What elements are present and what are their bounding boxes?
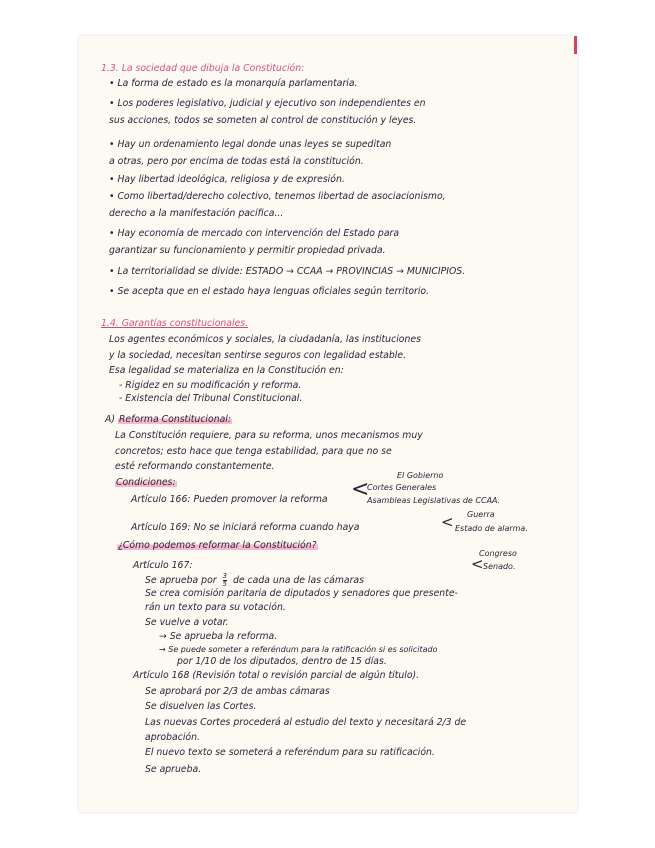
section-1-4-heading: 1.4. Garantías constitucionales.	[101, 318, 249, 329]
a167-line-7: por 1/10 de los diputados, dentro de 15 días.	[177, 656, 387, 667]
condiciones-text: Condiciones:	[116, 477, 176, 488]
articulo-167: Artículo 167:	[133, 560, 193, 571]
a168-line-2: Se disuelven las Cortes.	[145, 701, 257, 712]
articulo-166: Artículo 166: Pueden promover la reforma	[131, 494, 328, 505]
fraction-denominator: 5	[222, 580, 228, 588]
a169-option-1: Guerra	[467, 510, 495, 519]
condiciones-label	[115, 477, 177, 489]
reforma-prefix: A)	[105, 414, 115, 425]
s14-line-4: - Rigidez en su modificación y reforma.	[119, 380, 302, 391]
s13-line-4: • Hay un ordenamiento legal donde unas leyes se supeditan	[109, 139, 392, 150]
a167-line-1-post: de cada una de las cámaras	[232, 575, 364, 586]
s13-line-10: garantizar su funcionamiento y permitir propiedad privada.	[109, 245, 386, 256]
reforma-question: ¿Cómo podemos reformar la Constitución?	[118, 540, 317, 551]
fraction-numerator: 3	[222, 572, 228, 580]
a166-option-1: El Gobierno	[397, 471, 444, 480]
a167-line-2: Se crea comisión paritaria de diputados y senadores que presente-	[145, 588, 458, 599]
a167-line-5: → Se aprueba la reforma.	[159, 631, 278, 642]
a168-line-3: Las nuevas Cortes procederá al estudio del texto y necesitará 2/3 de	[145, 717, 467, 728]
s13-line-6: • Hay libertad ideológica, religiosa y de expresión.	[109, 174, 345, 185]
s13-line-1: • La forma de estado es la monarquía parlamentaria.	[109, 78, 358, 89]
s13-line-9: • Hay economía de mercado con intervención del Estado para	[109, 228, 400, 239]
a168-line-6: Se aprueba.	[145, 764, 202, 775]
a167-line-6: → Se puede someter a referéndum para la ratificación si es solicitado	[159, 645, 438, 654]
s13-line-8: derecho a la manifestación pacífica...	[109, 208, 284, 219]
a166-option-3: Asambleas Legislativas de CCAA.	[367, 496, 501, 505]
a167-line-1-pre: Se aprueba por	[145, 575, 217, 586]
question-row	[117, 540, 318, 552]
a168-line-5: El nuevo texto se someterá a referéndum para su ratificación.	[145, 747, 435, 758]
s13-line-2: • Los poderes legislativo, judicial y ejecutivo son independientes en	[109, 98, 426, 109]
s14-line-2: y la sociedad, necesitan sentirse seguros con legalidad estable.	[109, 350, 407, 361]
reforma-heading: Reforma Constitucional:	[118, 414, 232, 425]
a167-option-2: Senado.	[483, 562, 516, 571]
brace-166: <	[351, 477, 370, 502]
a168-line-4: aprobación.	[145, 732, 200, 743]
reforma-line-1: La Constitución requiere, para su reforma, unos mecanismos muy	[115, 430, 423, 441]
a167-line-3: rán un texto para su votación.	[145, 602, 286, 613]
s14-line-3: Esa legalidad se materializa en la Constitución en:	[109, 365, 344, 376]
articulo-169: Artículo 169: No se iniciará reforma cuando haya	[131, 522, 360, 533]
s13-line-5: a otras, pero por encima de todas está la constitución.	[109, 156, 364, 167]
fraction-3-5	[223, 573, 227, 588]
reforma-line-3: esté reformando constantemente.	[115, 461, 275, 472]
a169-option-2: Estado de alarma.	[455, 524, 528, 533]
s14-line-5: - Existencia del Tribunal Constitucional.	[119, 393, 303, 404]
reforma-heading-row	[105, 414, 232, 426]
articulo-168: Artículo 168 (Revisión total o revisión parcial de algún título).	[133, 670, 420, 681]
handwritten-notes	[79, 36, 577, 812]
s13-line-12: • Se acepta que en el estado haya lenguas oficiales según territorio.	[109, 286, 430, 297]
s13-line-11: • La territorialidad se divide: ESTADO → CCAA → PROVINCIAS → MUNICIPIOS.	[109, 266, 466, 277]
s13-line-7: • Como libertad/derecho colectivo, tenemos libertad de asociacionismo,	[109, 191, 446, 202]
s13-line-3: sus acciones, todos se someten al control de constitución y leyes.	[109, 115, 417, 126]
a167-option-1: Congreso	[479, 549, 517, 558]
a168-line-1: Se aprobará por 2/3 de ambas cámaras	[145, 686, 330, 697]
brace-167: <	[471, 555, 484, 573]
notebook-page	[79, 36, 577, 812]
s14-line-1: Los agentes económicos y sociales, la ciudadanía, las instituciones	[109, 334, 421, 345]
reforma-line-2: concretos; esto hace que tenga estabilidad, para que no se	[115, 446, 392, 457]
brace-169: <	[441, 513, 454, 531]
section-1-3-heading: 1.3. La sociedad que dibuja la Constitución:	[101, 63, 305, 74]
a167-line-4: Se vuelve a votar.	[145, 617, 229, 628]
a166-option-2: Cortes Generales	[367, 483, 437, 492]
a167-line-1	[145, 573, 364, 588]
